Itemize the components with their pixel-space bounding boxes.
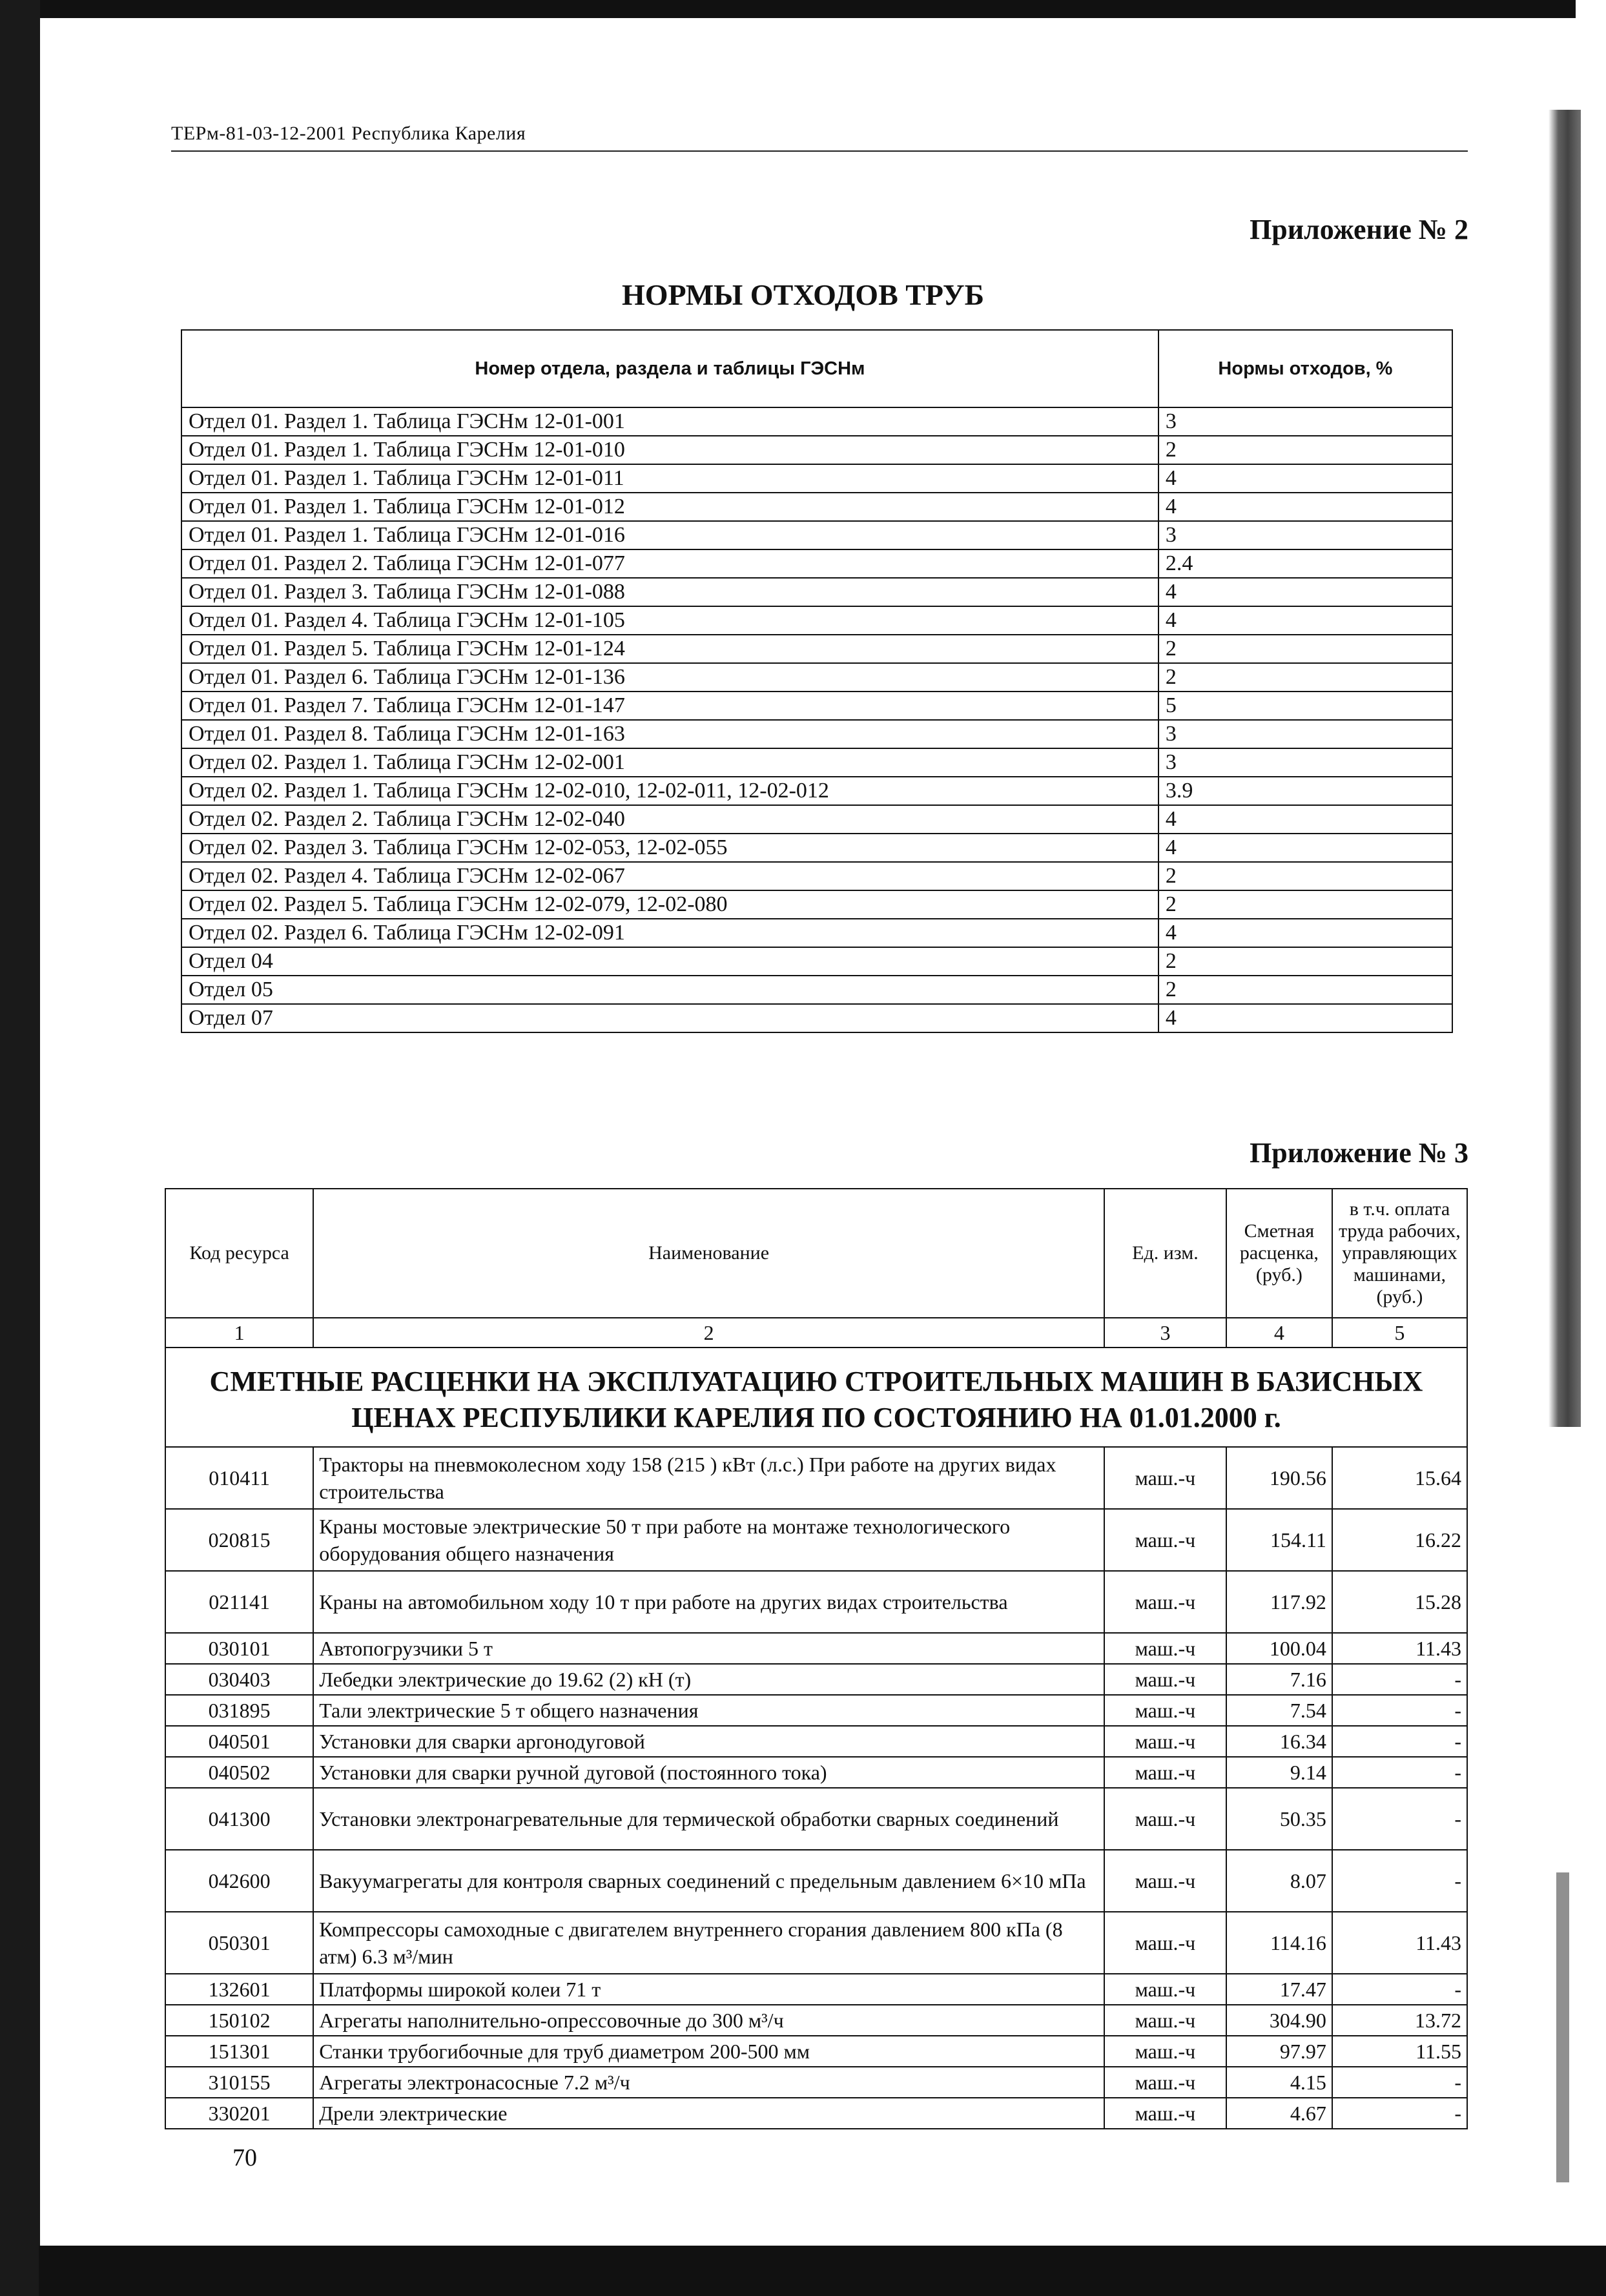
reference-cell: Отдел 07: [181, 1004, 1158, 1032]
name-cell: Вакуумагрегаты для контроля сварных соединений с предельным давлением 6×10 мПа: [313, 1850, 1104, 1912]
norm-cell: 3: [1158, 720, 1452, 748]
reference-cell: Отдел 02. Раздел 1. Таблица ГЭСНм 12-02-010, 12-02-011, 12-02-012: [181, 777, 1158, 805]
code-cell: 041300: [165, 1788, 313, 1850]
table-row: [181, 805, 1452, 834]
unit-cell: маш.-ч: [1104, 2067, 1226, 2098]
wage-cell: 16.22: [1332, 1509, 1467, 1571]
reference-cell: Отдел 02. Раздел 1. Таблица ГЭСНм 12-02-001: [181, 748, 1158, 777]
price-cell: 117.92: [1226, 1571, 1332, 1633]
column-header-reference: Номер отдела, раздела и таблицы ГЭСНм: [181, 330, 1158, 407]
name-cell: Автопогрузчики 5 т: [313, 1633, 1104, 1664]
name-cell: Станки трубогибочные для труб диаметром 200-500 мм: [313, 2036, 1104, 2067]
unit-cell: маш.-ч: [1104, 2036, 1226, 2067]
code-cell: 010411: [165, 1447, 313, 1509]
norm-cell: 3.9: [1158, 777, 1452, 805]
table-row: [165, 1664, 1467, 1695]
table-row: [181, 919, 1452, 947]
waste-norms-table: [181, 329, 1453, 1033]
name-cell: Агрегаты электронасосные 7.2 м³/ч: [313, 2067, 1104, 2098]
name-cell: Компрессоры самоходные с двигателем внутреннего сгорания давлением 800 кПа (8 атм) 6.3 м³/мин: [313, 1912, 1104, 1974]
norm-cell: 2: [1158, 947, 1452, 976]
wage-cell: 11.43: [1332, 1633, 1467, 1664]
name-cell: Лебедки электрические до 19.62 (2) кН (т): [313, 1664, 1104, 1695]
table-row: [181, 890, 1452, 919]
table-row: [181, 976, 1452, 1004]
name-cell: Агрегаты наполнительно-опрессовочные до 300 м³/ч: [313, 2005, 1104, 2036]
table-row: [165, 1509, 1467, 1571]
unit-cell: маш.-ч: [1104, 2098, 1226, 2129]
table-row: [181, 436, 1452, 464]
reference-cell: Отдел 01. Раздел 1. Таблица ГЭСНм 12-01-010: [181, 436, 1158, 464]
price-cell: 8.07: [1226, 1850, 1332, 1912]
norm-cell: 4: [1158, 464, 1452, 493]
table-row: [181, 635, 1452, 663]
code-cell: 020815: [165, 1509, 313, 1571]
table-row: [181, 464, 1452, 493]
table-row: [181, 606, 1452, 635]
norm-cell: 3: [1158, 748, 1452, 777]
name-cell: Тали электрические 5 т общего назначения: [313, 1695, 1104, 1726]
table-row: [165, 2036, 1467, 2067]
norm-cell: 4: [1158, 919, 1452, 947]
column-header-name: Наименование: [313, 1189, 1104, 1318]
code-cell: 030403: [165, 1664, 313, 1695]
wage-cell: -: [1332, 1974, 1467, 2005]
scan-noise-right-lower: [1556, 1872, 1569, 2182]
reference-cell: Отдел 01. Раздел 1. Таблица ГЭСНм 12-01-012: [181, 493, 1158, 521]
scan-border-left: [0, 0, 40, 2296]
norm-cell: 4: [1158, 834, 1452, 862]
header-rule: [171, 150, 1468, 152]
unit-cell: маш.-ч: [1104, 1571, 1226, 1633]
wage-cell: -: [1332, 2067, 1467, 2098]
waste-norms-title: НОРМЫ ОТХОДОВ ТРУБ: [621, 278, 985, 311]
code-cell: 310155: [165, 2067, 313, 2098]
column-header-price: Сметная расценка, (руб.): [1226, 1189, 1332, 1318]
scan-border-top: [39, 0, 1576, 18]
table-row: [165, 1571, 1467, 1633]
unit-cell: маш.-ч: [1104, 1757, 1226, 1788]
norm-cell: 4: [1158, 805, 1452, 834]
table-row: [165, 1726, 1467, 1757]
scan-border-bottom: [39, 2246, 1606, 2296]
table-row: [165, 1757, 1467, 1788]
table-row: [181, 947, 1452, 976]
reference-cell: Отдел 01. Раздел 1. Таблица ГЭСНм 12-01-001: [181, 407, 1158, 436]
table-row: [181, 578, 1452, 606]
norm-cell: 2: [1158, 976, 1452, 1004]
table-row: [181, 663, 1452, 692]
wage-cell: -: [1332, 1695, 1467, 1726]
appendix-2-label: Приложение № 2: [1250, 214, 1468, 245]
wage-cell: 15.28: [1332, 1571, 1467, 1633]
table-row: [165, 1695, 1467, 1726]
reference-cell: Отдел 01. Раздел 7. Таблица ГЭСНм 12-01-147: [181, 692, 1158, 720]
column-number: 4: [1226, 1318, 1332, 1348]
name-cell: Платформы широкой колеи 71 т: [313, 1974, 1104, 2005]
norm-cell: 5: [1158, 692, 1452, 720]
code-cell: 042600: [165, 1850, 313, 1912]
price-cell: 4.15: [1226, 2067, 1332, 2098]
table-row: [181, 521, 1452, 549]
column-number: 5: [1332, 1318, 1467, 1348]
wage-cell: -: [1332, 1757, 1467, 1788]
name-cell: Установки для сварки аргонодуговой: [313, 1726, 1104, 1757]
wage-cell: 15.64: [1332, 1447, 1467, 1509]
reference-cell: Отдел 05: [181, 976, 1158, 1004]
reference-cell: Отдел 02. Раздел 2. Таблица ГЭСНм 12-02-040: [181, 805, 1158, 834]
table-row: [181, 748, 1452, 777]
section-title: СМЕТНЫЕ РАСЦЕНКИ НА ЭКСПЛУАТАЦИЮ СТРОИТЕЛЬНЫХ МАШИН В БАЗИСНЫХ ЦЕНАХ РЕСПУБЛИКИ КАРЕЛИЯ ПО СОСТОЯНИЮ НА 01.01.2000 г.: [165, 1348, 1467, 1447]
norm-cell: 2: [1158, 635, 1452, 663]
table-row: [165, 1633, 1467, 1664]
unit-cell: маш.-ч: [1104, 1447, 1226, 1509]
machine-rates-table: [165, 1188, 1468, 2129]
table-row: [181, 407, 1452, 436]
table-row: [181, 549, 1452, 578]
name-cell: Установки для сварки ручной дуговой (постоянного тока): [313, 1757, 1104, 1788]
price-cell: 97.97: [1226, 2036, 1332, 2067]
waste-norms-body: [181, 407, 1452, 1032]
running-header: ТЕРм-81-03-12-2001 Республика Карелия: [171, 123, 526, 144]
unit-cell: маш.-ч: [1104, 1509, 1226, 1571]
column-number: 2: [313, 1318, 1104, 1348]
reference-cell: Отдел 01. Раздел 5. Таблица ГЭСНм 12-01-124: [181, 635, 1158, 663]
table-row: [181, 1004, 1452, 1032]
reference-cell: Отдел 01. Раздел 2. Таблица ГЭСНм 12-01-077: [181, 549, 1158, 578]
table-row: [181, 862, 1452, 890]
table-row: [165, 2005, 1467, 2036]
wage-cell: -: [1332, 2098, 1467, 2129]
norm-cell: 2: [1158, 890, 1452, 919]
unit-cell: маш.-ч: [1104, 1788, 1226, 1850]
norm-cell: 2: [1158, 663, 1452, 692]
price-cell: 17.47: [1226, 1974, 1332, 2005]
price-cell: 304.90: [1226, 2005, 1332, 2036]
table-row: [181, 692, 1452, 720]
price-cell: 9.14: [1226, 1757, 1332, 1788]
table-row: [181, 777, 1452, 805]
name-cell: Установки электронагревательные для термической обработки сварных соединений: [313, 1788, 1104, 1850]
wage-cell: 11.55: [1332, 2036, 1467, 2067]
reference-cell: Отдел 02. Раздел 5. Таблица ГЭСНм 12-02-079, 12-02-080: [181, 890, 1158, 919]
code-cell: 021141: [165, 1571, 313, 1633]
column-number: 1: [165, 1318, 313, 1348]
column-header-wage: в т.ч. оплата труда рабочих, управляющих машинами, (руб.): [1332, 1189, 1467, 1318]
table-row: [165, 1447, 1467, 1509]
code-cell: 031895: [165, 1695, 313, 1726]
machine-rates-body: [165, 1447, 1467, 2129]
wage-cell: 11.43: [1332, 1912, 1467, 1974]
code-cell: 050301: [165, 1912, 313, 1974]
norm-cell: 4: [1158, 1004, 1452, 1032]
wage-cell: -: [1332, 1850, 1467, 1912]
table-row: [181, 834, 1452, 862]
unit-cell: маш.-ч: [1104, 1726, 1226, 1757]
name-cell: Краны на автомобильном ходу 10 т при работе на других видах строительства: [313, 1571, 1104, 1633]
table-row: [165, 1974, 1467, 2005]
name-cell: Краны мостовые электрические 50 т при работе на монтаже технологического оборудования общего назначения: [313, 1509, 1104, 1571]
code-cell: 330201: [165, 2098, 313, 2129]
appendix-3-label: Приложение № 3: [1250, 1137, 1468, 1169]
wage-cell: -: [1332, 1726, 1467, 1757]
unit-cell: маш.-ч: [1104, 1633, 1226, 1664]
code-cell: 040501: [165, 1726, 313, 1757]
unit-cell: маш.-ч: [1104, 2005, 1226, 2036]
table-row: [165, 1912, 1467, 1974]
table-row: [181, 493, 1452, 521]
table-row: [181, 720, 1452, 748]
reference-cell: Отдел 01. Раздел 1. Таблица ГЭСНм 12-01-011: [181, 464, 1158, 493]
price-cell: 7.16: [1226, 1664, 1332, 1695]
code-cell: 040502: [165, 1757, 313, 1788]
norm-cell: 3: [1158, 407, 1452, 436]
price-cell: 16.34: [1226, 1726, 1332, 1757]
norm-cell: 4: [1158, 578, 1452, 606]
unit-cell: маш.-ч: [1104, 1695, 1226, 1726]
table-row: [165, 1788, 1467, 1850]
price-cell: 154.11: [1226, 1509, 1332, 1571]
wage-cell: 13.72: [1332, 2005, 1467, 2036]
reference-cell: Отдел 02. Раздел 4. Таблица ГЭСНм 12-02-067: [181, 862, 1158, 890]
price-cell: 114.16: [1226, 1912, 1332, 1974]
code-cell: 151301: [165, 2036, 313, 2067]
reference-cell: Отдел 02. Раздел 6. Таблица ГЭСНм 12-02-091: [181, 919, 1158, 947]
norm-cell: 2: [1158, 436, 1452, 464]
reference-cell: Отдел 01. Раздел 1. Таблица ГЭСНм 12-01-016: [181, 521, 1158, 549]
code-cell: 132601: [165, 1974, 313, 2005]
wage-cell: -: [1332, 1664, 1467, 1695]
unit-cell: маш.-ч: [1104, 1664, 1226, 1695]
reference-cell: Отдел 02. Раздел 3. Таблица ГЭСНм 12-02-053, 12-02-055: [181, 834, 1158, 862]
reference-cell: Отдел 04: [181, 947, 1158, 976]
reference-cell: Отдел 01. Раздел 4. Таблица ГЭСНм 12-01-105: [181, 606, 1158, 635]
price-cell: 50.35: [1226, 1788, 1332, 1850]
norm-cell: 2: [1158, 862, 1452, 890]
name-cell: Тракторы на пневмоколесном ходу 158 (215 ) кВт (л.с.) При работе на других видах строительства: [313, 1447, 1104, 1509]
code-cell: 150102: [165, 2005, 313, 2036]
reference-cell: Отдел 01. Раздел 8. Таблица ГЭСНм 12-01-163: [181, 720, 1158, 748]
reference-cell: Отдел 01. Раздел 6. Таблица ГЭСНм 12-01-136: [181, 663, 1158, 692]
name-cell: Дрели электрические: [313, 2098, 1104, 2129]
norm-cell: 4: [1158, 493, 1452, 521]
price-cell: 190.56: [1226, 1447, 1332, 1509]
table-row: [165, 1850, 1467, 1912]
price-cell: 100.04: [1226, 1633, 1332, 1664]
code-cell: 030101: [165, 1633, 313, 1664]
table-row: [165, 2098, 1467, 2129]
column-header-norm: Нормы отходов, %: [1158, 330, 1452, 407]
page-number: 70: [232, 2144, 257, 2171]
table-row: [165, 2067, 1467, 2098]
norm-cell: 3: [1158, 521, 1452, 549]
wage-cell: -: [1332, 1788, 1467, 1850]
unit-cell: маш.-ч: [1104, 1974, 1226, 2005]
price-cell: 4.67: [1226, 2098, 1332, 2129]
price-cell: 7.54: [1226, 1695, 1332, 1726]
norm-cell: 2.4: [1158, 549, 1452, 578]
unit-cell: маш.-ч: [1104, 1912, 1226, 1974]
column-number: 3: [1104, 1318, 1226, 1348]
column-header-code: Код ресурса: [165, 1189, 313, 1318]
column-header-unit: Ед. изм.: [1104, 1189, 1226, 1318]
reference-cell: Отдел 01. Раздел 3. Таблица ГЭСНм 12-01-088: [181, 578, 1158, 606]
norm-cell: 4: [1158, 606, 1452, 635]
unit-cell: маш.-ч: [1104, 1850, 1226, 1912]
